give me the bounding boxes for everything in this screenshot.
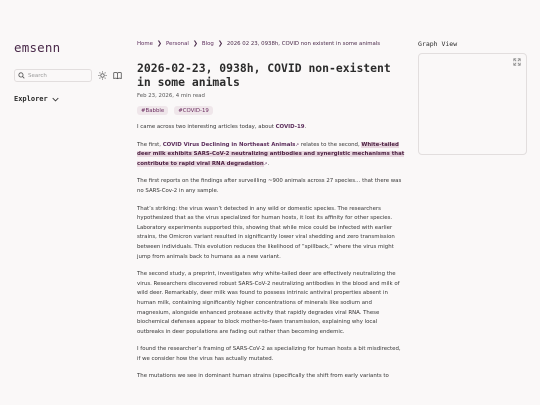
chevron-right-icon: ❯	[192, 40, 198, 47]
theme-toggle-sun-icon[interactable]	[98, 71, 107, 80]
search-icon	[18, 72, 25, 79]
article-date: Feb 23, 2026,	[137, 93, 174, 99]
search-input[interactable]	[14, 69, 92, 82]
tag-covid-19[interactable]: #COVID-19	[174, 106, 213, 115]
graph-view-title: Graph View	[418, 40, 458, 48]
explorer-label: Explorer	[14, 95, 48, 103]
breadcrumb	[137, 40, 405, 47]
breadcrumb-current: 2026 02 23, 0938h, COVID non existent in some animals	[226, 40, 381, 47]
left-sidebar	[14, 40, 126, 103]
chevron-right-icon: ❯	[156, 40, 162, 47]
article-paragraph: That’s striking: the virus wasn’t detected in any wild or domestic species. The researchers hypothesized that as the virus specialized for human hosts, it lost its affinity for other species. Laboratory experiments supported this, showing that while mice could be infected with earlier strains, the Omicron variant resulted in significantly lower viral shedding and zero transmission between individuals. This evolution reduces the likelihood of “spillback,” where the virus might jump from animals back to humans as a new variant.	[137, 205, 395, 260]
site-title[interactable]: emsenn	[14, 40, 61, 55]
article-paragraph: The first reports on the findings after surveilling ~900 animals across 27 species… that there was no SARS-Cov-2 in any sample.	[137, 178, 402, 194]
page-title: 2026-02-23, 0938h, COVID non-existent in some animals	[137, 61, 391, 89]
article-paragraph: The second study, a preprint, investigates why white-tailed deer are effectively neutralizing the virus. Researchers discovered robust SARS-CoV-2 neutralizing antibodies in the blood and milk of wild deer. Remarkably, deer milk was found to possess intrinsic antiviral properties absent in human milk, containing significantly higher concentrations of minerals like sodium and magnesium, alongside enhanced protease activity that rapidly degrades viral RNA. These biochemical defenses appear to block mother-to-fawn transmission, explaining why local outbreaks in deer populations are fading out rather than becoming endemic.	[137, 271, 400, 335]
search-placeholder: Search	[28, 72, 47, 79]
covid-animals-article-link[interactable]: COVID Virus Declining in Northeast Animals	[162, 141, 296, 148]
paragraph-text: .	[304, 124, 307, 130]
paragraph-text: .	[267, 160, 270, 167]
article-paragraph	[137, 123, 405, 133]
graph-view-canvas[interactable]	[418, 53, 527, 155]
breadcrumb-home[interactable]: Home	[137, 40, 153, 47]
tag-babble[interactable]: #Babble	[137, 106, 168, 115]
right-sidebar	[418, 40, 527, 155]
external-link-icon: ↗	[295, 142, 300, 148]
paragraph-text: The first,	[137, 141, 163, 148]
chevron-right-icon: ❯	[217, 40, 223, 47]
article-paragraph: The mutations we see in dominant human strains (specifically the shift from early variants to	[137, 373, 389, 380]
sidebar-tools	[14, 69, 126, 82]
article-meta	[137, 93, 405, 99]
article-paragraph: I found the researcher’s framing of SARS-CoV-2 as specializing for human hosts a bit misdirected, if we consider how the virus has actually mutated.	[137, 346, 401, 362]
paragraph-text: I came across two interesting articles today, about	[137, 124, 276, 130]
breadcrumb-personal[interactable]: Personal	[165, 40, 189, 47]
expand-graph-icon[interactable]	[513, 58, 521, 66]
breadcrumb-blog[interactable]: Blog	[201, 40, 214, 47]
tag-list	[137, 106, 405, 115]
external-link-icon: ↗	[263, 161, 268, 167]
deer-milk-study-link[interactable]: White-tailed deer milk exhibits SARS-CoV-2 neutralizing antibodies and synergistic mechanisms that contribute to rapid viral RNA degradation	[137, 141, 405, 167]
main-content	[137, 40, 405, 382]
article-read-time: 4 min read	[175, 93, 205, 99]
paragraph-text: relates to the second,	[299, 141, 362, 148]
chevron-down-icon	[52, 97, 59, 102]
article-paragraph	[137, 141, 405, 170]
reader-mode-book-icon[interactable]	[113, 71, 122, 80]
explorer-toggle[interactable]	[14, 95, 126, 103]
covid-19-link[interactable]: COVID-19	[275, 124, 305, 130]
